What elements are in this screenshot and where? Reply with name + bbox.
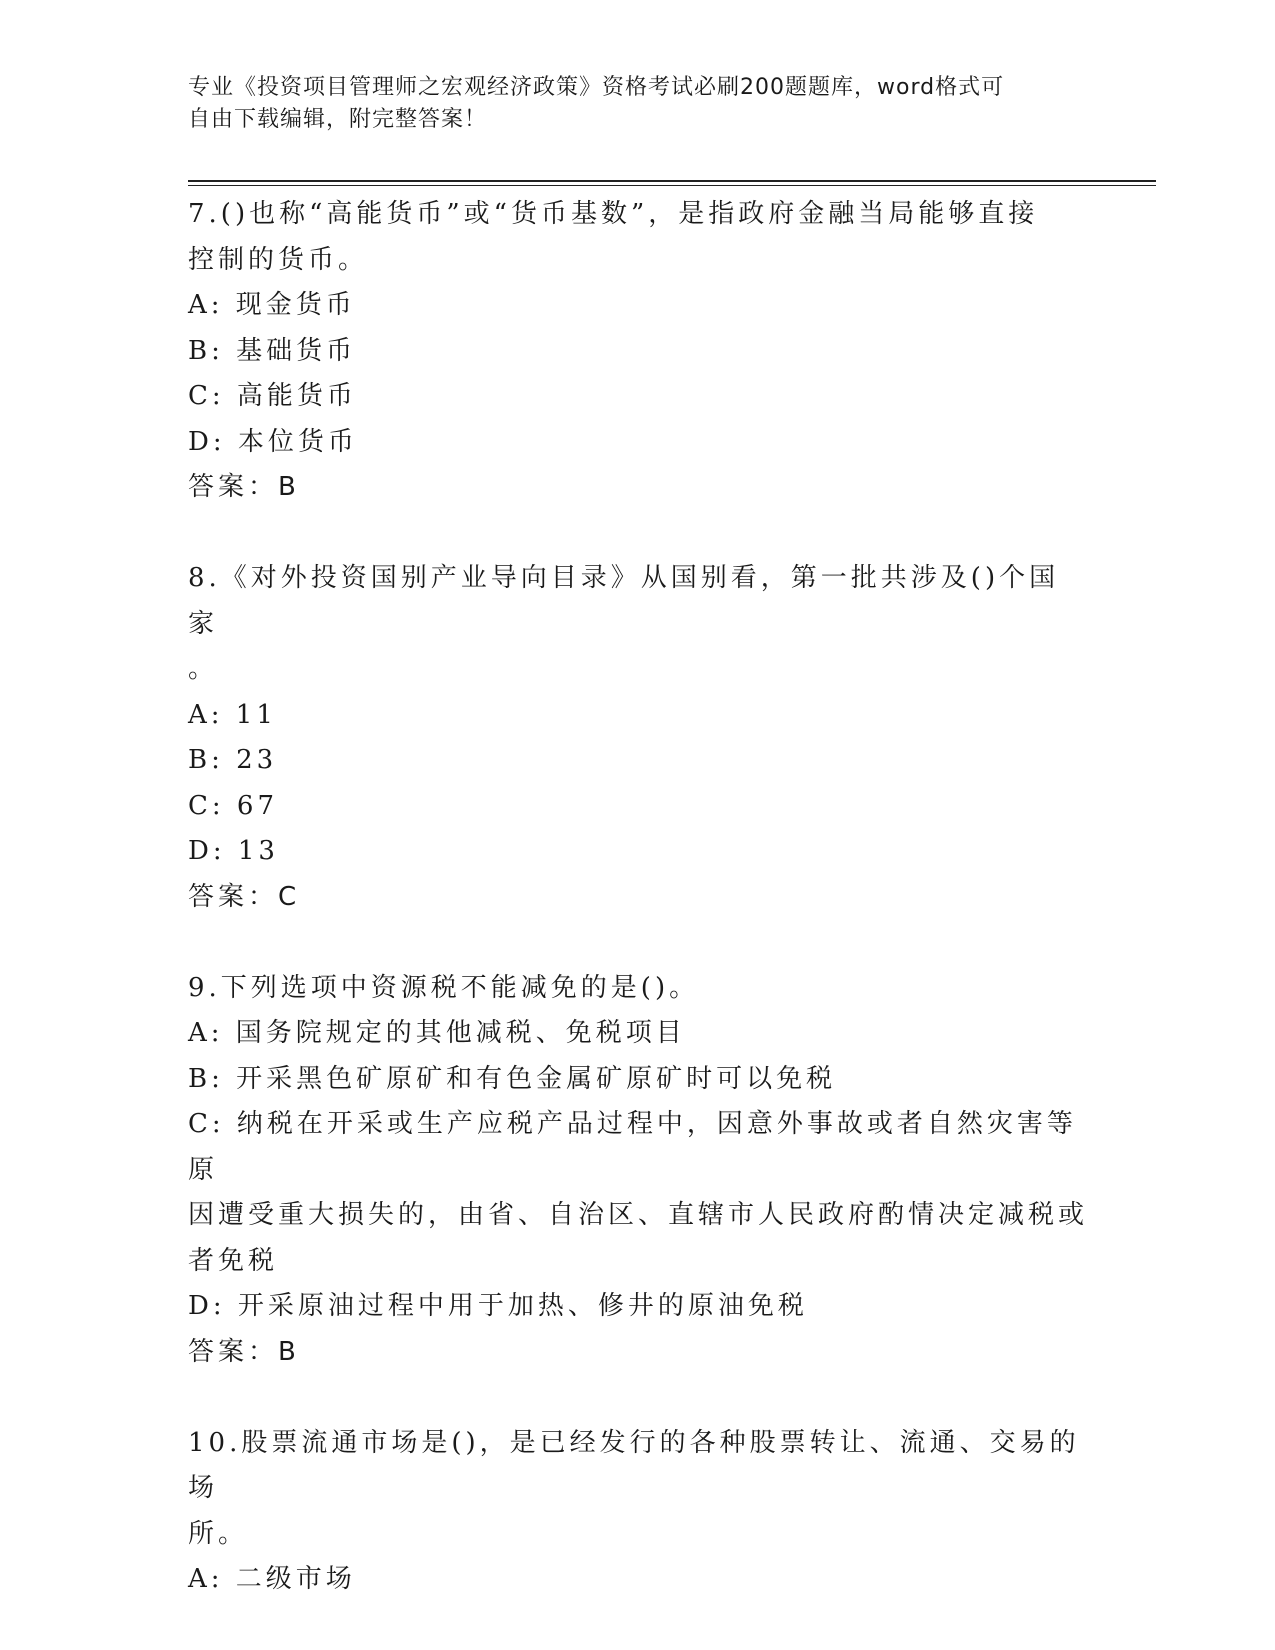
question-stem-line: 9.下列选项中资源税不能减免的是()。 [188,972,700,1003]
question-stem-line: 8.《对外投资国别产业导向目录》从国别看，第一批共涉及()个国家 [188,563,1060,639]
question-10 [188,1421,1088,1603]
answer-label: 答案：C [188,881,301,912]
document-header [188,72,1068,136]
question-stem-line: 所。 [188,1518,249,1549]
header-rule-thick [188,180,1156,182]
option-c: C: 高能货币 [188,381,357,411]
answer-label: 答案：B [188,472,300,502]
question-stem-line: 10.股票流通市场是()，是已经发行的各种股票转让、流通、交易的场 [188,1427,1080,1503]
option-a: A: 11 [188,699,277,730]
header-line-2: 自由下载编辑，附完整答案！ [188,107,488,132]
option-a: A: 现金货币 [188,290,356,320]
option-c-continued: 者免税 [188,1245,279,1276]
question-stem-line: 控制的货币。 [188,244,369,275]
option-d: D: 13 [188,836,279,866]
question-stem-line: 7.()也称“高能货币”或“货币基数”，是指政府金融当局能够直接 [188,199,1039,229]
option-b: B: 基础货币 [188,335,357,366]
question-spacer [188,1375,1088,1421]
option-c: C: 67 [188,790,279,821]
question-stem-line: 。 [188,654,219,684]
option-a: A: 二级市场 [188,1564,356,1594]
header-rule-thin [188,185,1156,186]
header-line-1: 专业《投资项目管理师之宏观经济政策》资格考试必刷200题题库，word格式可 [188,75,1005,100]
option-a: A: 国务院规定的其他减税、免税项目 [188,1018,686,1048]
question-8 [188,556,1088,920]
option-c: C: 纳税在开采或生产应税产品过程中，因意外事故或者自然灾害等原 [188,1109,1077,1185]
option-d: D: 开采原油过程中用于加热、修井的原油免税 [188,1291,808,1321]
question-spacer [188,511,1088,557]
question-list [188,192,1088,1603]
question-9 [188,966,1088,1376]
option-b: B: 23 [188,745,278,775]
option-b: B: 开采黑色矿原矿和有色金属矿原矿时可以免税 [188,1063,837,1094]
question-7 [188,192,1088,511]
option-d: D: 本位货币 [188,426,358,457]
answer-label: 答案：B [188,1336,300,1367]
option-c-continued: 因遭受重大损失的，由省、自治区、直辖市人民政府酌情决定减税或 [188,1200,1089,1230]
question-spacer [188,920,1088,966]
